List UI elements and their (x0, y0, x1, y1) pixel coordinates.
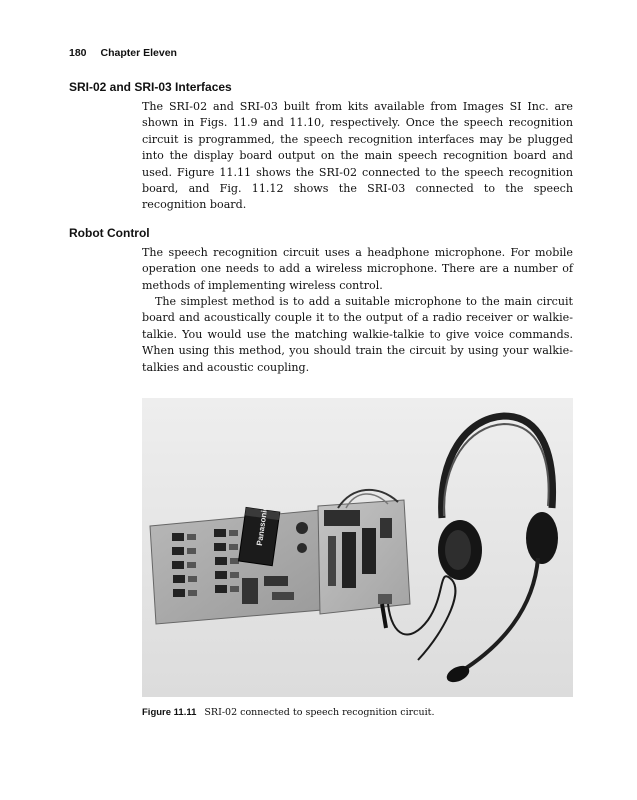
section-heading-sri-interfaces: SRI-02 and SRI-03 Interfaces (69, 80, 232, 94)
ic-chip (272, 592, 294, 600)
figure-photo (142, 398, 573, 697)
display-connector (324, 510, 360, 526)
ic-chip (342, 532, 356, 588)
circuit-photo-illustration (142, 398, 573, 697)
figure-caption (142, 707, 434, 718)
battery-label: Panasonic (254, 505, 270, 547)
capacitor (297, 543, 307, 553)
ic-chip (264, 576, 288, 586)
running-header (69, 47, 177, 59)
figure-caption-text: SRI-02 connected to speech recognition circuit. (204, 707, 435, 718)
ic-chip (380, 518, 392, 538)
chapter-title: Chapter Eleven (100, 47, 177, 59)
paragraph-robot-control-1: The speech recognition circuit uses a headphone microphone. For mobile operation one needs to add a wireless microphone. There are a number of methods of implementing wireless control. (142, 246, 573, 292)
paragraph-robot-control-2: The simplest method is to add a suitable microphone to the main circuit board and acoustically couple it to the output of a radio receiver or walkie-talkie. You would use the matching walkie-talkie to give voice commands. When using this method, you should train the circuit by using your walkie-talkies and acoustic coupling. (142, 295, 573, 374)
ic-chip (362, 528, 376, 574)
figure-label: Figure 11.11 (142, 707, 197, 718)
mic-jack (378, 594, 392, 604)
left-earpad (445, 530, 471, 570)
ic-chip (242, 578, 258, 604)
header-pins (328, 536, 336, 586)
speech-recognition-board (318, 500, 410, 614)
page-number: 180 (69, 47, 87, 59)
capacitor (296, 522, 308, 534)
right-earpiece (526, 512, 558, 564)
sri-02-board (150, 510, 322, 624)
section-heading-robot-control: Robot Control (69, 226, 150, 240)
paragraph-sri-interfaces: The SRI-02 and SRI-03 built from kits available from Images SI Inc. are shown in Figs. 11.9 and 11.10, respectively. Once the speech recognition circuit is programmed, the speech recognition interfaces may be plugged into the display board output on the main speech recognition board and used. Figure 11.11 shows the SRI-02 connected to the speech recognition board, and Fig. 11.12 shows the SRI-03 connected to the speech recognition board. (142, 100, 573, 212)
